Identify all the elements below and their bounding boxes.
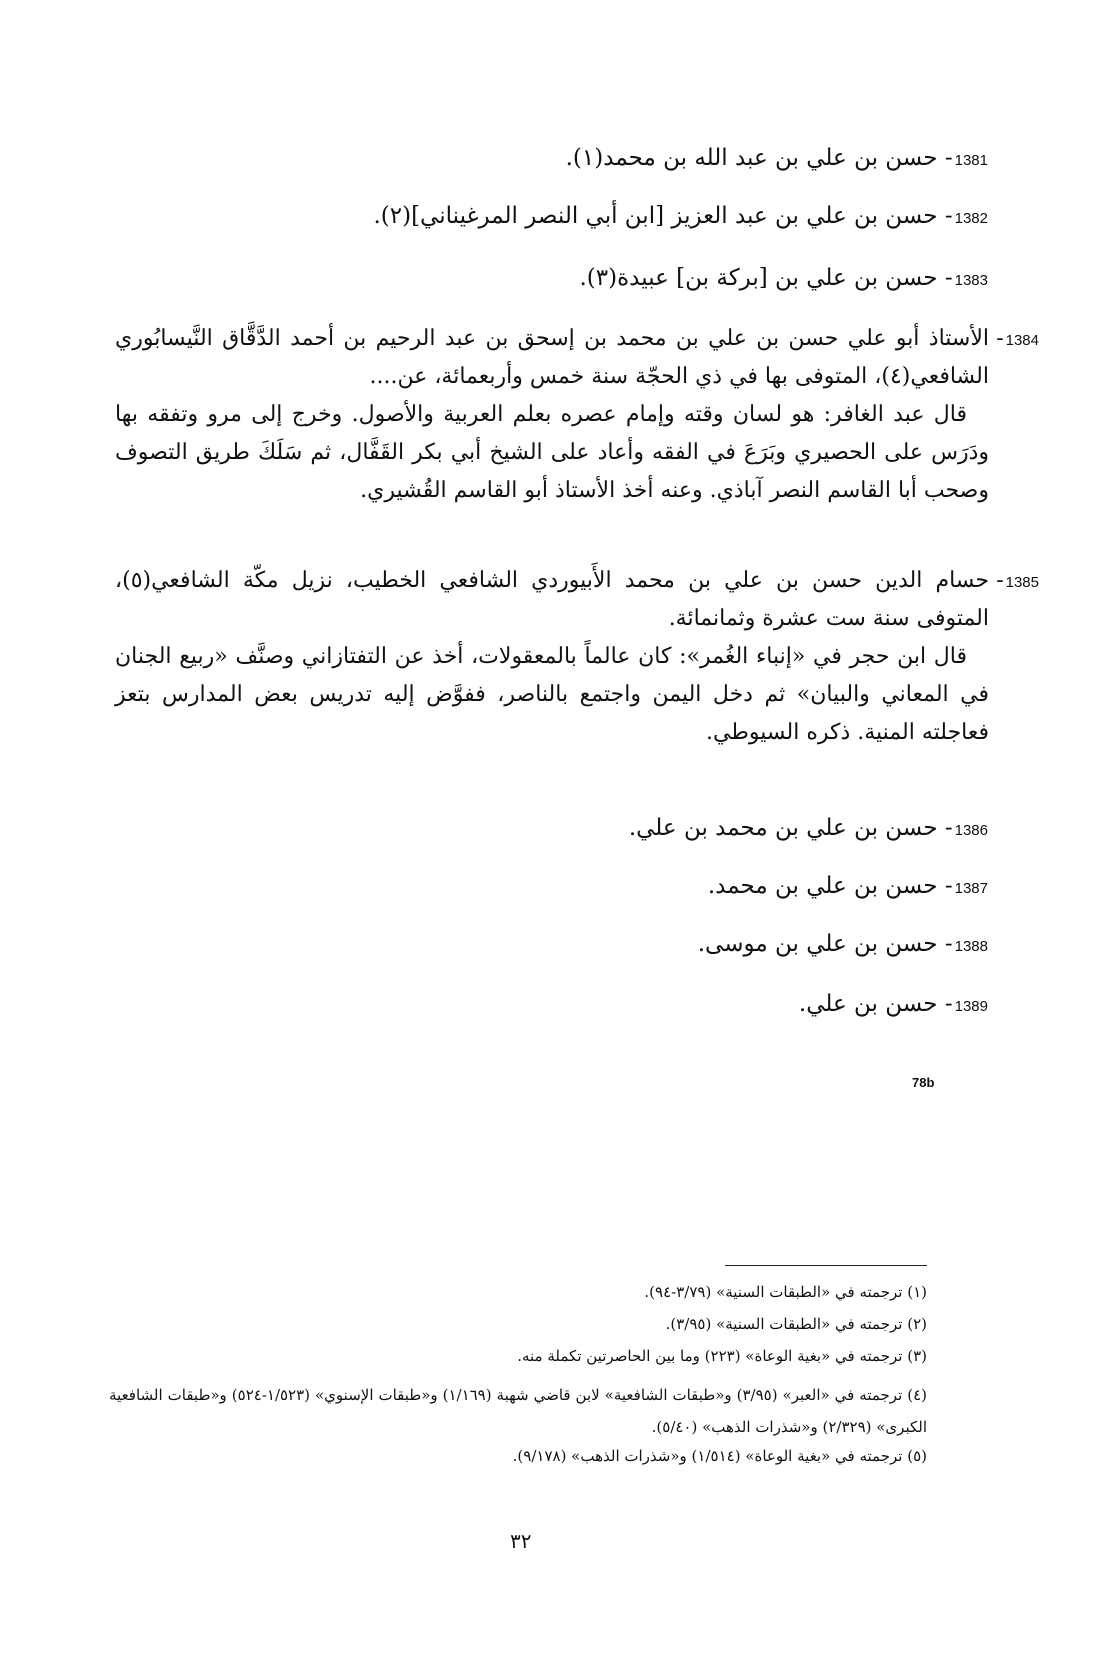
footnote-4: (٤) ترجمته في «العبر» (٣/٩٥) و«طبقات الشافعية» لابن قاضي شهبة (١/١٦٩) و«طبقات الإسنوي» (١/٥٢٣-٥٢٤) و«طبقات الشافعية الكبرى» (٢/٣٢٩) و«شذرات الذهب» (٥/٤٠). [109,1386,928,1436]
folio-mark: 78b [912,1075,935,1090]
entry-number: 1387 [954,880,988,897]
footnote-2: (٢) ترجمته في «الطبقات السنية» (٣/٩٥). [665,1315,927,1333]
entry-text: حسن بن علي بن محمد. [707,873,938,899]
entry-1386: 1386- حسن بن علي بن محمد بن علي. [628,815,988,841]
entry-text: حسن بن علي بن [بركة بن] عبيدة(٣). [579,265,938,291]
entry-1385: 1385- حسام الدين حسن بن علي بن محمد الأَبيوردي الشافعي الخطيب، نزيل مكّة الشافعي(٥)، المتوفى سنة ست عشرة وثمانمائة. قال ابن حجر في «إنباء الغُمر»: كان عالماً بالمعقولات، أخذ عن التفتازاني وصنَّف «ربيع الجنان في المعاني والبيان» ثم دخل اليمن واجتمع بالناصر، ففوَّض إليه تدريس بعض المدارس بتعز فعاجلته المنية. ذكره السيوطي. [115,562,989,752]
footnote-rule [725,1265,927,1266]
entry-text: حسن بن علي بن محمد بن علي. [628,815,938,841]
entry-number: 1382 [954,210,988,227]
entry-1388: 1388- حسن بن علي بن موسى. [697,931,988,957]
entry-1381: 1381- حسن بن علي بن عبد الله بن محمد(١). [565,145,988,171]
page-number: ٣٢ [510,1529,532,1553]
footnote-5: (٥) ترجمته في «بغية الوعاة» (١/٥١٤) و«شذرات الذهب» (٩/١٧٨). [512,1447,927,1465]
entry-paragraph: قال ابن حجر في «إنباء الغُمر»: كان عالماً بالمعقولات، أخذ عن التفتازاني وصنَّف «ربيع الجنان في المعاني والبيان» ثم دخل اليمن واجتمع بالناصر، ففوَّض إليه تدريس بعض المدارس بتعز فعاجلته المنية. ذكره السيوطي. [115,644,989,745]
entry-1383: 1383- حسن بن علي بن [بركة بن] عبيدة(٣). [579,265,988,291]
entry-number: 1386 [954,822,988,839]
entry-number: 1389 [954,998,988,1015]
footnote-3: (٣) ترجمته في «بغية الوعاة» (٢٢٣) وما بين الحاصرتين تكملة منه. [517,1347,927,1365]
entry-1382: 1382- حسن بن علي بن عبد العزيز [ابن أبي النصر المرغيناني](٢). [373,203,988,229]
entry-text: الأستاذ أبو علي حسن بن علي بن محمد بن إسحق بن عبد الرحيم بن أحمد الدَّقَّاق النَّيسابُوري الشافعي(٤)، المتوفى بها في ذي الحجّة سنة خمس وأربعمائة، عن.... [115,326,989,389]
entry-text: حسام الدين حسن بن علي بن محمد الأَبيوردي الشافعي الخطيب، نزيل مكّة الشافعي(٥)، المتوفى سنة ست عشرة وثمانمائة. [115,568,989,631]
entry-number: 1384 [1005,332,1039,349]
entry-number: 1383 [954,272,988,289]
entry-paragraph: قال عبد الغافر: هو لسان وقته وإمام عصره بعلم العربية والأصول. وخرج إلى مرو وتفقه بها ودَرَس على الحصيري وبَرَعَ في الفقه وأعاد على الشيخ أبي بكر القَفَّال، ثم سَلَكَ طريق التصوف وصحب أبا القاسم النصر آباذي. وعنه أخذ الأستاذ أبو القاسم القُشيري. [115,402,989,503]
entry-number: 1381 [954,152,988,169]
entry-1387: 1387- حسن بن علي بن محمد. [707,873,988,899]
entry-number: 1388 [954,938,988,955]
footnote-1: (١) ترجمته في «الطبقات السنية» (٣/٧٩-٩٤). [644,1283,927,1301]
entry-1384: 1384- الأستاذ أبو علي حسن بن علي بن محمد بن إسحق بن عبد الرحيم بن أحمد الدَّقَّاق النَّيسابُوري الشافعي(٤)، المتوفى بها في ذي الحجّة سنة خمس وأربعمائة، عن.... قال عبد الغافر: هو لسان وقته وإمام عصره بعلم العربية والأصول. وخرج إلى مرو وتفقه بها ودَرَس على الحصيري وبَرَعَ في الفقه وأعاد على الشيخ أبي بكر القَفَّال، ثم سَلَكَ طريق التصوف وصحب أبا القاسم النصر آباذي. وعنه أخذ الأستاذ أبو القاسم القُشيري. [115,320,989,510]
entry-text: حسن بن علي بن عبد العزيز [ابن أبي النصر المرغيناني](٢). [373,203,938,229]
entry-text: حسن بن علي بن موسى. [697,931,938,957]
entry-1389: 1389- حسن بن علي. [798,991,988,1017]
entry-text: حسن بن علي. [798,991,938,1017]
entry-number: 1385 [1005,574,1039,591]
entry-text: حسن بن علي بن عبد الله بن محمد(١). [565,145,938,171]
